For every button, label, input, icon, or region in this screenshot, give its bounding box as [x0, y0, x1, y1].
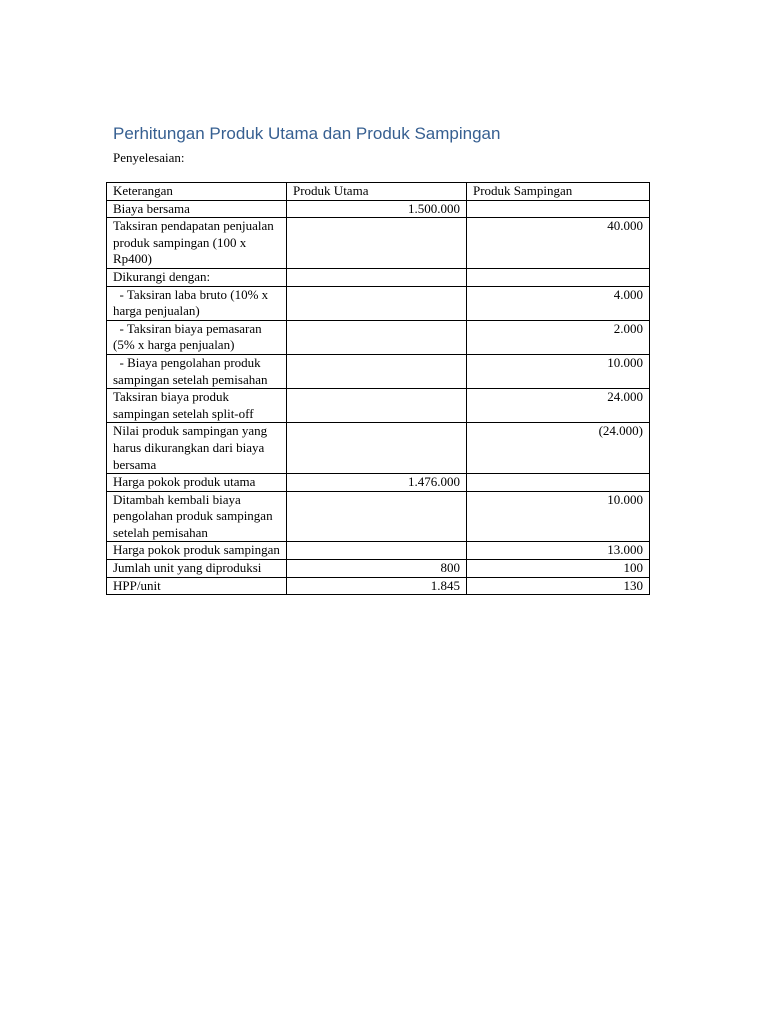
row-value-sampingan: 10.000	[467, 354, 650, 388]
table-row	[107, 474, 650, 492]
row-value-sampingan: 100	[467, 560, 650, 578]
row-label: Biaya bersama	[107, 200, 287, 218]
row-value-sampingan: 10.000	[467, 491, 650, 542]
row-value-utama	[287, 320, 467, 354]
row-label: Dikurangi dengan:	[107, 268, 287, 286]
table-row	[107, 268, 650, 286]
header-produk-sampingan: Produk Sampingan	[467, 183, 650, 201]
row-value-sampingan: (24.000)	[467, 423, 650, 474]
table-row	[107, 200, 650, 218]
row-label: Harga pokok produk sampingan	[107, 542, 287, 560]
row-value-utama	[287, 268, 467, 286]
table-row	[107, 542, 650, 560]
table-row	[107, 354, 650, 388]
page-subtitle: Penyelesaian:	[113, 150, 185, 165]
row-value-utama	[287, 542, 467, 560]
table-row	[107, 491, 650, 542]
row-value-utama: 1.845	[287, 577, 467, 595]
row-value-sampingan: 13.000	[467, 542, 650, 560]
row-value-sampingan: 130	[467, 577, 650, 595]
row-label: Ditambah kembali biaya pengolahan produk sampingan setelah pemisahan	[107, 491, 287, 542]
header-keterangan: Keterangan	[107, 183, 287, 201]
row-label: Taksiran pendapatan penjualan produk sampingan (100 x Rp400)	[107, 218, 287, 269]
table-row	[107, 389, 650, 423]
row-value-utama	[287, 389, 467, 423]
calculation-table	[106, 182, 650, 595]
row-value-utama: 800	[287, 560, 467, 578]
row-value-utama: 1.500.000	[287, 200, 467, 218]
row-label: - Taksiran laba bruto (10% x harga penjualan)	[107, 286, 287, 320]
row-value-utama	[287, 491, 467, 542]
row-label: Harga pokok produk utama	[107, 474, 287, 492]
row-value-sampingan: 2.000	[467, 320, 650, 354]
row-value-utama	[287, 218, 467, 269]
row-value-utama: 1.476.000	[287, 474, 467, 492]
row-label: - Taksiran biaya pemasaran (5% x harga penjualan)	[107, 320, 287, 354]
table-row	[107, 423, 650, 474]
row-label: HPP/unit	[107, 577, 287, 595]
row-label: Jumlah unit yang diproduksi	[107, 560, 287, 578]
table-row	[107, 320, 650, 354]
row-label: Nilai produk sampingan yang harus dikurangkan dari biaya bersama	[107, 423, 287, 474]
row-value-sampingan: 24.000	[467, 389, 650, 423]
page-title: Perhitungan Produk Utama dan Produk Sampingan	[113, 124, 501, 143]
table-row	[107, 577, 650, 595]
row-value-utama	[287, 286, 467, 320]
row-value-utama	[287, 423, 467, 474]
row-value-sampingan	[467, 200, 650, 218]
table-header-row	[107, 183, 650, 201]
row-value-sampingan: 40.000	[467, 218, 650, 269]
row-value-sampingan	[467, 474, 650, 492]
row-label: - Biaya pengolahan produk sampingan setelah pemisahan	[107, 354, 287, 388]
row-label: Taksiran biaya produk sampingan setelah split-off	[107, 389, 287, 423]
table-row	[107, 218, 650, 269]
table-row	[107, 286, 650, 320]
row-value-sampingan: 4.000	[467, 286, 650, 320]
row-value-sampingan	[467, 268, 650, 286]
header-produk-utama: Produk Utama	[287, 183, 467, 201]
table-row	[107, 560, 650, 578]
row-value-utama	[287, 354, 467, 388]
